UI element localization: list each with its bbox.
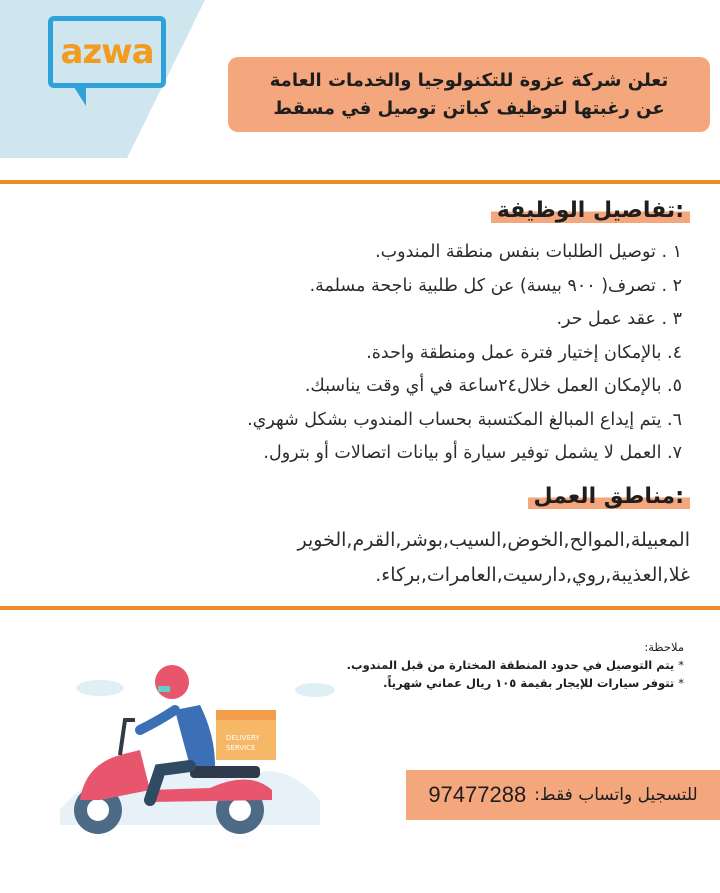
azwa-logo	[48, 16, 166, 88]
note-item: *تتوفر سيارات للإيجار بقيمة ١٠٥ ريال عماني شهرياً.	[383, 676, 684, 690]
box-text-service: SERVICE	[226, 744, 256, 752]
contact-number: 97477288	[428, 782, 527, 807]
work-areas-title: مناطق العمل:	[528, 484, 691, 509]
bottom-divider	[0, 606, 720, 610]
contact-label: للتسجيل واتساب فقط:	[534, 785, 698, 805]
box-text-delivery: DELIVERY	[226, 734, 260, 742]
note-item: *يتم التوصيل في حدود المنطقة المختارة من قبل المندوب.	[346, 658, 684, 672]
header-banner	[228, 57, 710, 132]
list-item: ٢ . تصرف( ٩٠٠ بيسة) عن كل طلبية ناجحة مسلمة.	[309, 275, 682, 296]
job-details-title: تفاصيل الوظيفة:	[491, 198, 690, 223]
list-item: ١ . توصيل الطلبات بنفس منطقة المندوب.	[375, 242, 682, 262]
work-areas-line-1: المعبيلة,الموالح,الخوض,السيب,بوشر,القرم,الخوير	[297, 529, 690, 551]
contact-banner	[406, 770, 720, 820]
list-item: ٣ . عقد عمل حر.	[556, 309, 682, 329]
list-item: ٧. العمل لا يشمل توفير سيارة أو بيانات اتصالات أو بترول.	[263, 443, 682, 463]
top-divider	[0, 180, 720, 184]
logo-text: azwa	[60, 32, 154, 72]
list-item: ٦. يتم إيداع المبالغ المكتسبة بحساب المندوب بشكل شهري.	[247, 409, 682, 430]
notes-section	[347, 638, 684, 692]
delivery-scooter-illustration	[40, 650, 340, 850]
notes-title: ملاحظة:	[644, 640, 684, 654]
job-details-list	[247, 236, 682, 471]
list-item: ٥. بالإمكان العمل خلال٢٤ساعة في أي وقت يناسبك.	[304, 376, 682, 396]
work-areas-line-2: غلا,العذيبة,روي,دارسيت,العامرات,بركاء.	[375, 564, 690, 586]
list-item: ٤. بالإمكان إختيار فترة عمل ومنطقة واحدة.	[366, 342, 682, 363]
logo-speech-tail	[72, 84, 86, 106]
header-line-2: عن رغبتها لتوظيف كباتن توصيل في مسقط	[273, 97, 665, 119]
header-line-1: تعلن شركة عزوة للتكنولوجيا والخدمات العامة	[269, 69, 669, 91]
work-areas-text	[298, 523, 690, 593]
